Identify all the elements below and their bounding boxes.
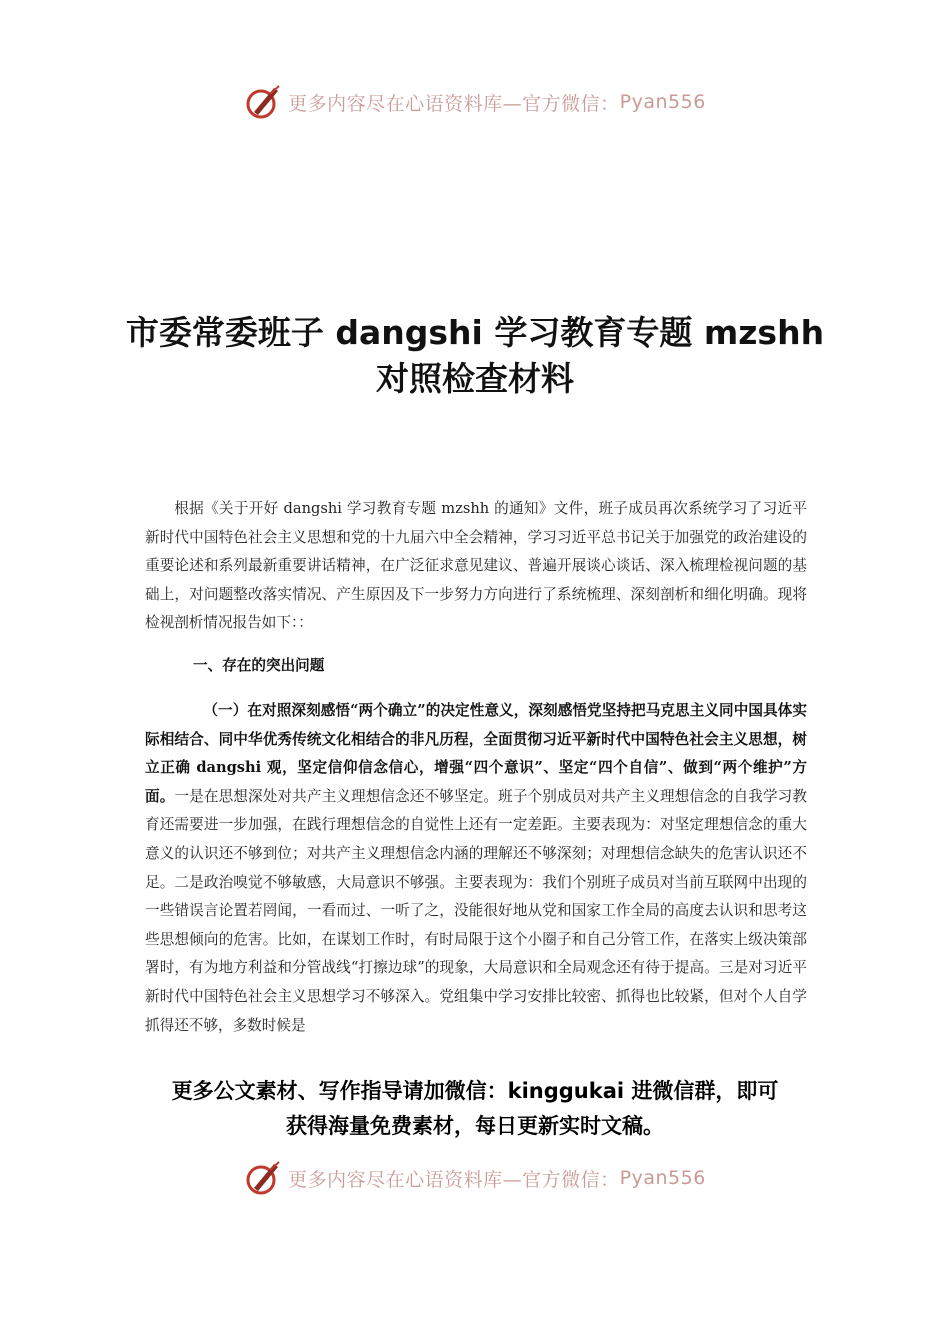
problem-paragraph xyxy=(145,697,807,1040)
quill-logo-icon xyxy=(244,82,284,122)
promo-line-1: 更多公文素材、写作指导请加微信：kinggukai 进微信群，即可 xyxy=(171,1079,779,1103)
document-title xyxy=(60,310,890,402)
watermark-footer xyxy=(0,1158,950,1198)
watermark-wechat-id: Pyan556 xyxy=(619,91,706,113)
intro-paragraph: 根据《关于开好 dangshi 学习教育专题 mzshh 的通知》文件，班子成员再次系统学习了习近平新时代中国特色社会主义思想和党的十九届六中全会精神，学习习近平总书记关于加强党的政治建设的重要论述和系列最新重要讲话精神，在广泛征求意见建议、普遍开展谈心谈话、深入梳理检视问题的基础上，对问题整改落实情况、产生原因及下一步努力方向进行了系统梳理、深刻剖析和细化明确。现将检视剖析情况报告如下：： xyxy=(145,500,807,632)
title-line-2: 对照检查材料 xyxy=(376,359,574,398)
section-heading-1: 一、存在的突出问题 xyxy=(193,657,325,674)
quill-logo-icon xyxy=(244,1158,284,1198)
watermark-wechat-id: Pyan556 xyxy=(619,1167,706,1189)
watermark-text: 更多内容尽在心语资料库—官方微信： xyxy=(288,1168,620,1191)
paragraph-body: 一是在思想深处对共产主义理想信念还不够坚定。班子个别成员对共产主义理想信念的自我学习教育还需要进一步加强，在践行理想信念的自觉性上还有一定差距。主要表现为：对坚定理想信念的重大意义的认识还不够到位；对共产主义理想信念内涵的理解还不够深刻；对理想信念缺失的危害认识还不足。二是政治嗅觉不够敏感，大局意识不够强。主要表现为：我们个别班子成员对当前互联网中出现的一些错误言论置若罔闻，一看而过、一听了之，没能很好地从党和国家工作全局的高度去认识和思考这些思想倾向的危害。比如，在谋划工作时，有时局限于这个小圈子和自己分管工作，在落实上级决策部署时，有为地方利益和分管战线“打擦边球”的现象，大局意识和全局观念还有待于提高。三是对习近平新时代中国特色社会主义思想学习不够深入。党组集中学习安排比较密、抓得也比较紧，但对个人自学抓得还不够，多数时候是 xyxy=(145,787,807,1034)
title-line-1: 市委常委班子 dangshi 学习教育专题 mzshh xyxy=(125,313,825,352)
paragraph-bold-lead: （一）在对照深刻感悟“两个确立”的决定性意义，深刻感悟党坚持把马克思主义同中国具体实际相结合、同中华优秀传统文化相结合的非凡历程，全面贯彻习近平新时代中国特色社会主义思想，树立正确 dangshi 观，坚定信仰信念信心，增强“四个意识”、坚定“四个自信”、做到“两个维护”方面。 xyxy=(145,702,807,805)
watermark-text: 更多内容尽在心语资料库—官方微信： xyxy=(288,92,620,115)
promo-banner xyxy=(100,1074,850,1144)
watermark-header xyxy=(0,82,950,122)
promo-line-2: 获得海量免费素材，每日更新实时文稿。 xyxy=(286,1114,664,1138)
